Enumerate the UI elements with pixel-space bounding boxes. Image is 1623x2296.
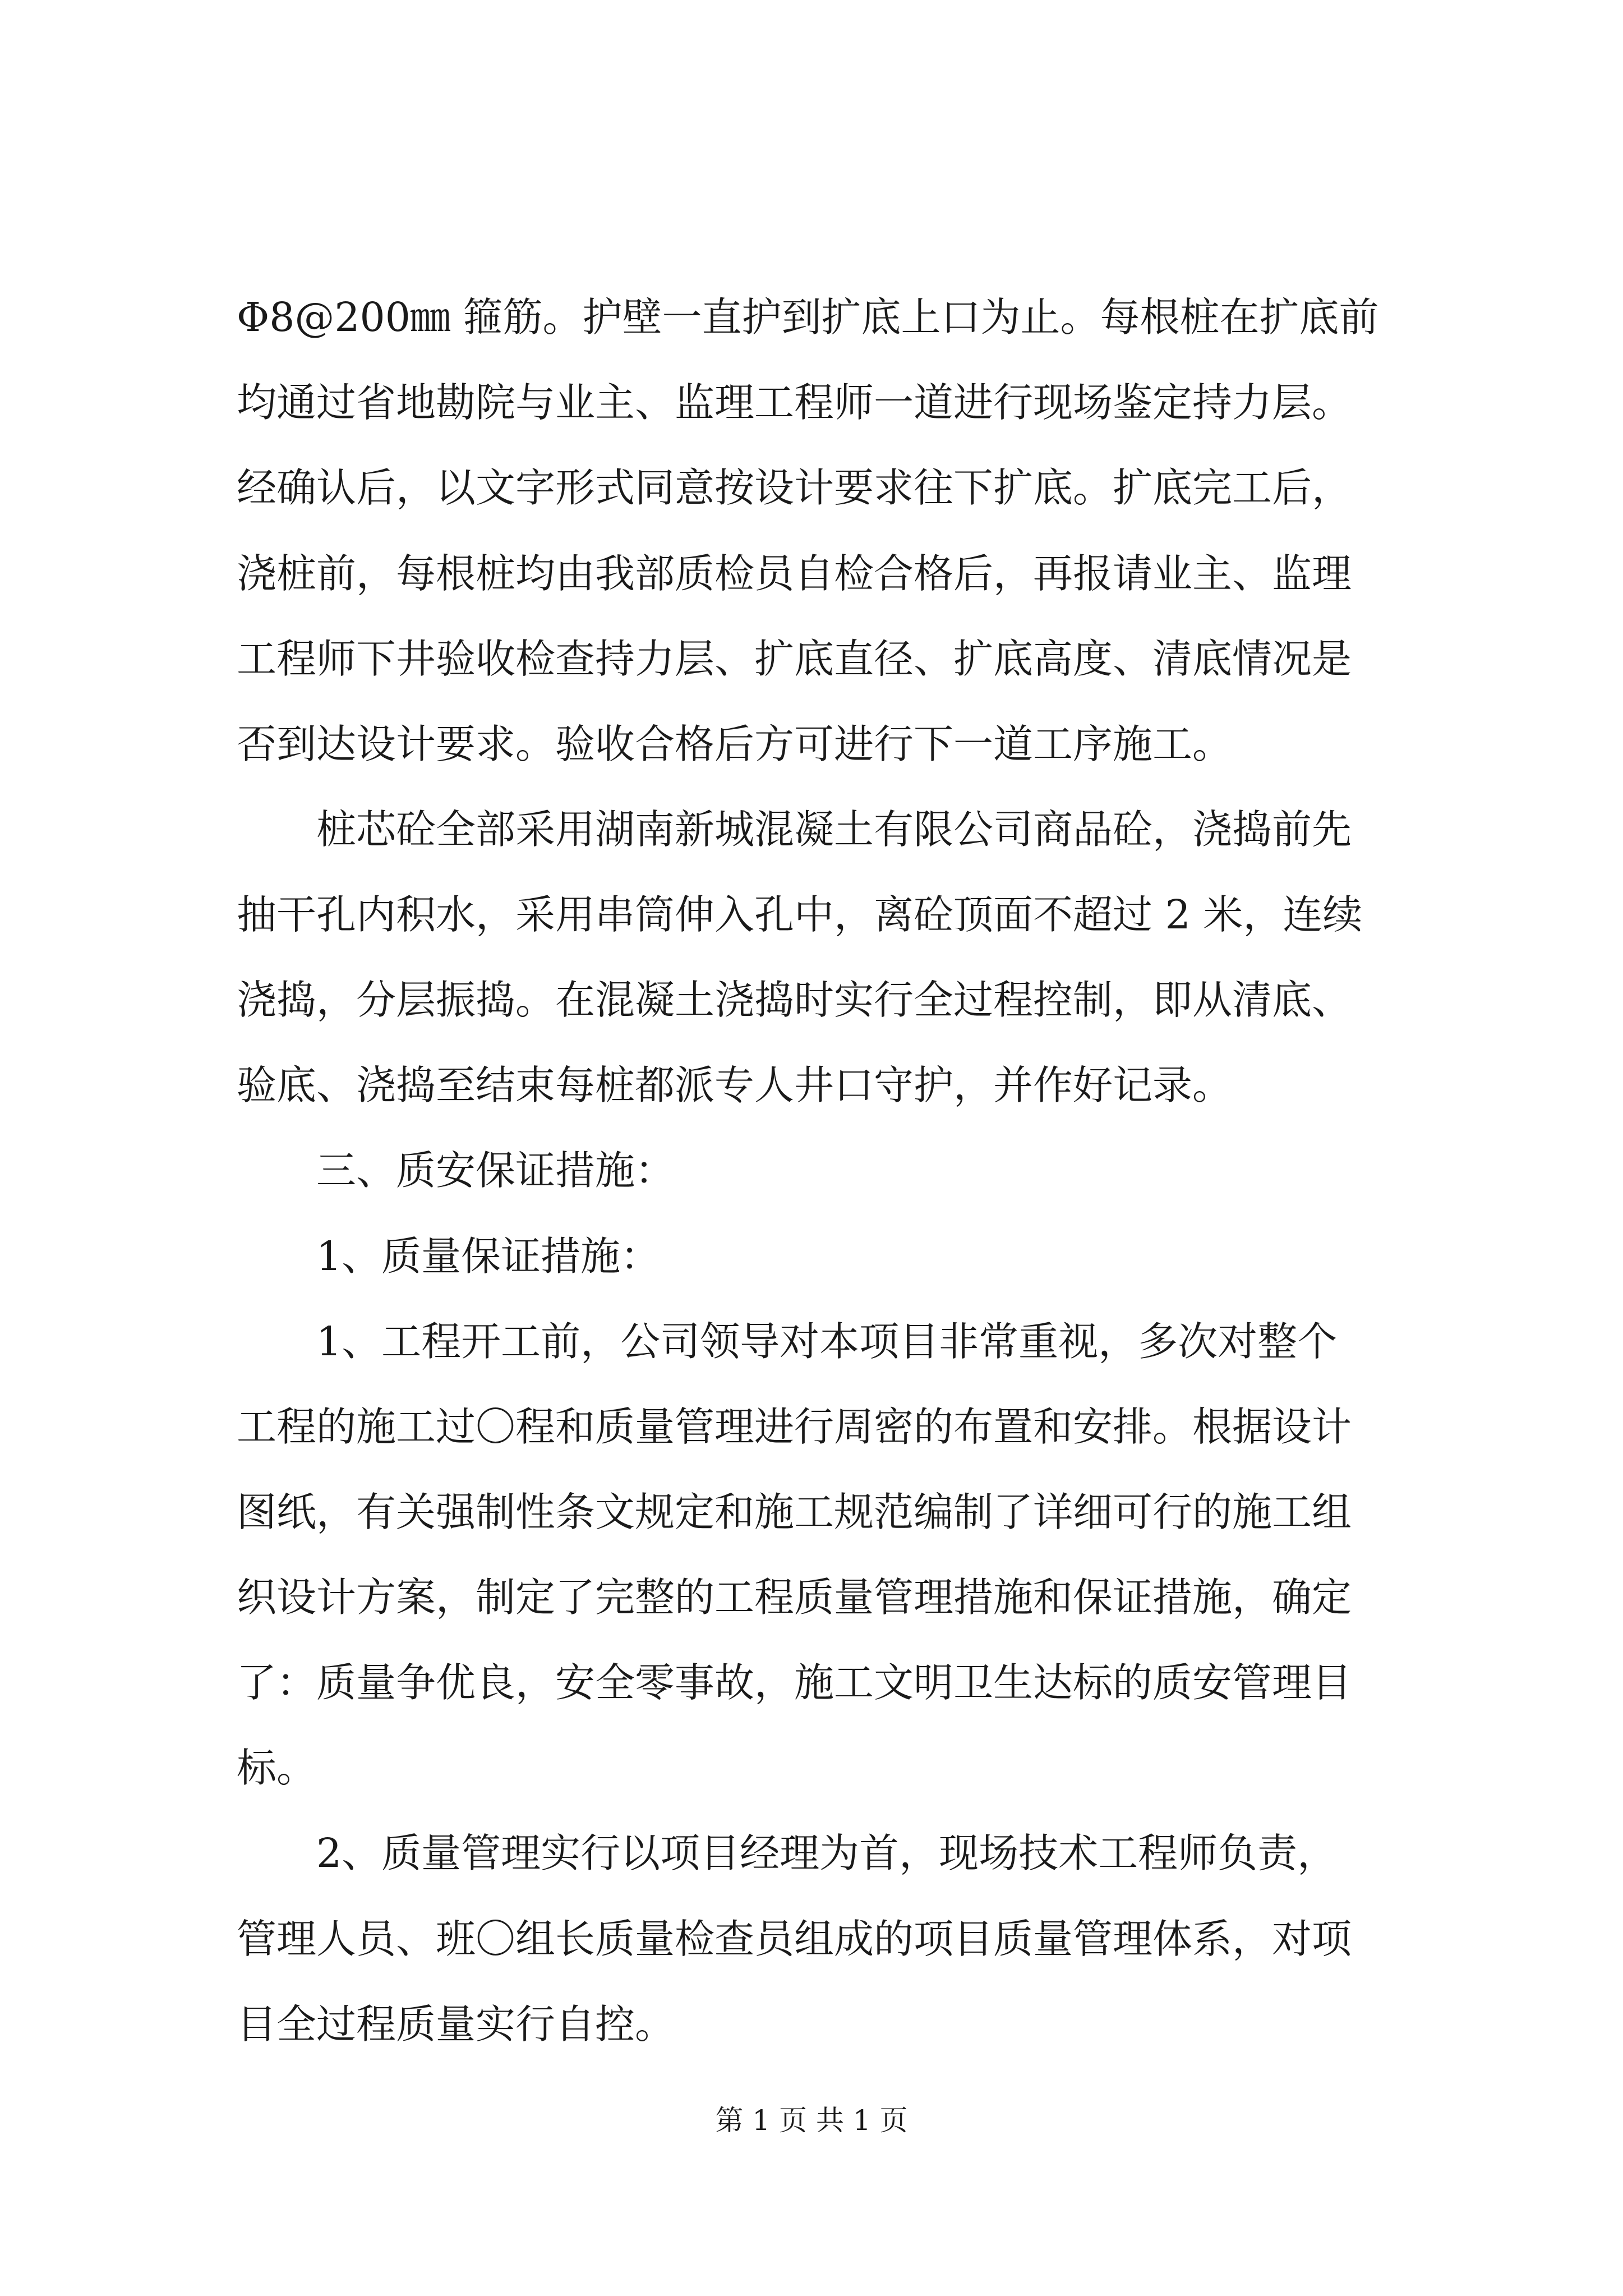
paragraph-first-line: 1、工程开工前，公司领导对本项目非常重视，多次对整个 [316, 1318, 1338, 1365]
page-footer [0, 2101, 1623, 2140]
text-line: 均通过省地勘院与业主、监理工程师一道进行现场鉴定持力层。 [237, 379, 1352, 426]
text-line: 目全过程质量实行自控。 [237, 2001, 675, 2047]
page-number: 第 1 页 共 1 页 [715, 2104, 908, 2137]
text-line: 图纸，有关强制性条文规定和施工规范编制了详细可行的施工组 [237, 1489, 1352, 1535]
text-line: 了：质量争优良，安全零事故，施工文明卫生达标的质安管理目 [237, 1659, 1352, 1706]
paragraph-first-line: 桩芯砼全部采用湖南新城混凝土有限公司商品砼，浇捣前先 [316, 806, 1352, 853]
text-line: 验底、浇捣至结束每桩都派专人井口守护，并作好记录。 [237, 1062, 1233, 1108]
text-line: 浇捣，分层振捣。在混凝土浇捣时实行全过程控制，即从清底、 [237, 977, 1352, 1023]
text-line: 工程师下井验收检查持力层、扩底直径、扩底高度、清底情况是 [237, 636, 1352, 682]
subsection-heading: 1、质量保证措施： [316, 1233, 661, 1280]
text-line: 管理人员、班〇组长质量检查员组成的项目质量管理体系，对项 [237, 1916, 1352, 1962]
text-line: 织设计方案，制定了完整的工程质量管理措施和保证措施，确定 [237, 1574, 1352, 1621]
paragraph-first-line: 2、质量管理实行以项目经理为首，现场技术工程师负责， [316, 1830, 1338, 1876]
text-line: Φ8@200㎜ 箍筋。护壁一直护到扩底上口为止。每根桩在扩底前 [237, 294, 1379, 341]
text-line: 工程的施工过〇程和质量管理进行周密的布置和安排。根据设计 [237, 1404, 1352, 1450]
section-heading: 三、质安保证措施： [316, 1147, 675, 1194]
text-line: 否到达设计要求。验收合格后方可进行下一道工序施工。 [237, 721, 1233, 767]
text-line: 浇桩前，每根桩均由我部质检员自检合格后，再报请业主、监理 [237, 550, 1352, 597]
text-line: 抽干孔内积水，采用串筒伸入孔中，离砼顶面不超过 2 米，连续 [237, 891, 1363, 938]
text-line: 经确认后，以文字形式同意按设计要求往下扩底。扩底完工后， [237, 464, 1352, 511]
text-line: 标。 [237, 1745, 317, 1791]
